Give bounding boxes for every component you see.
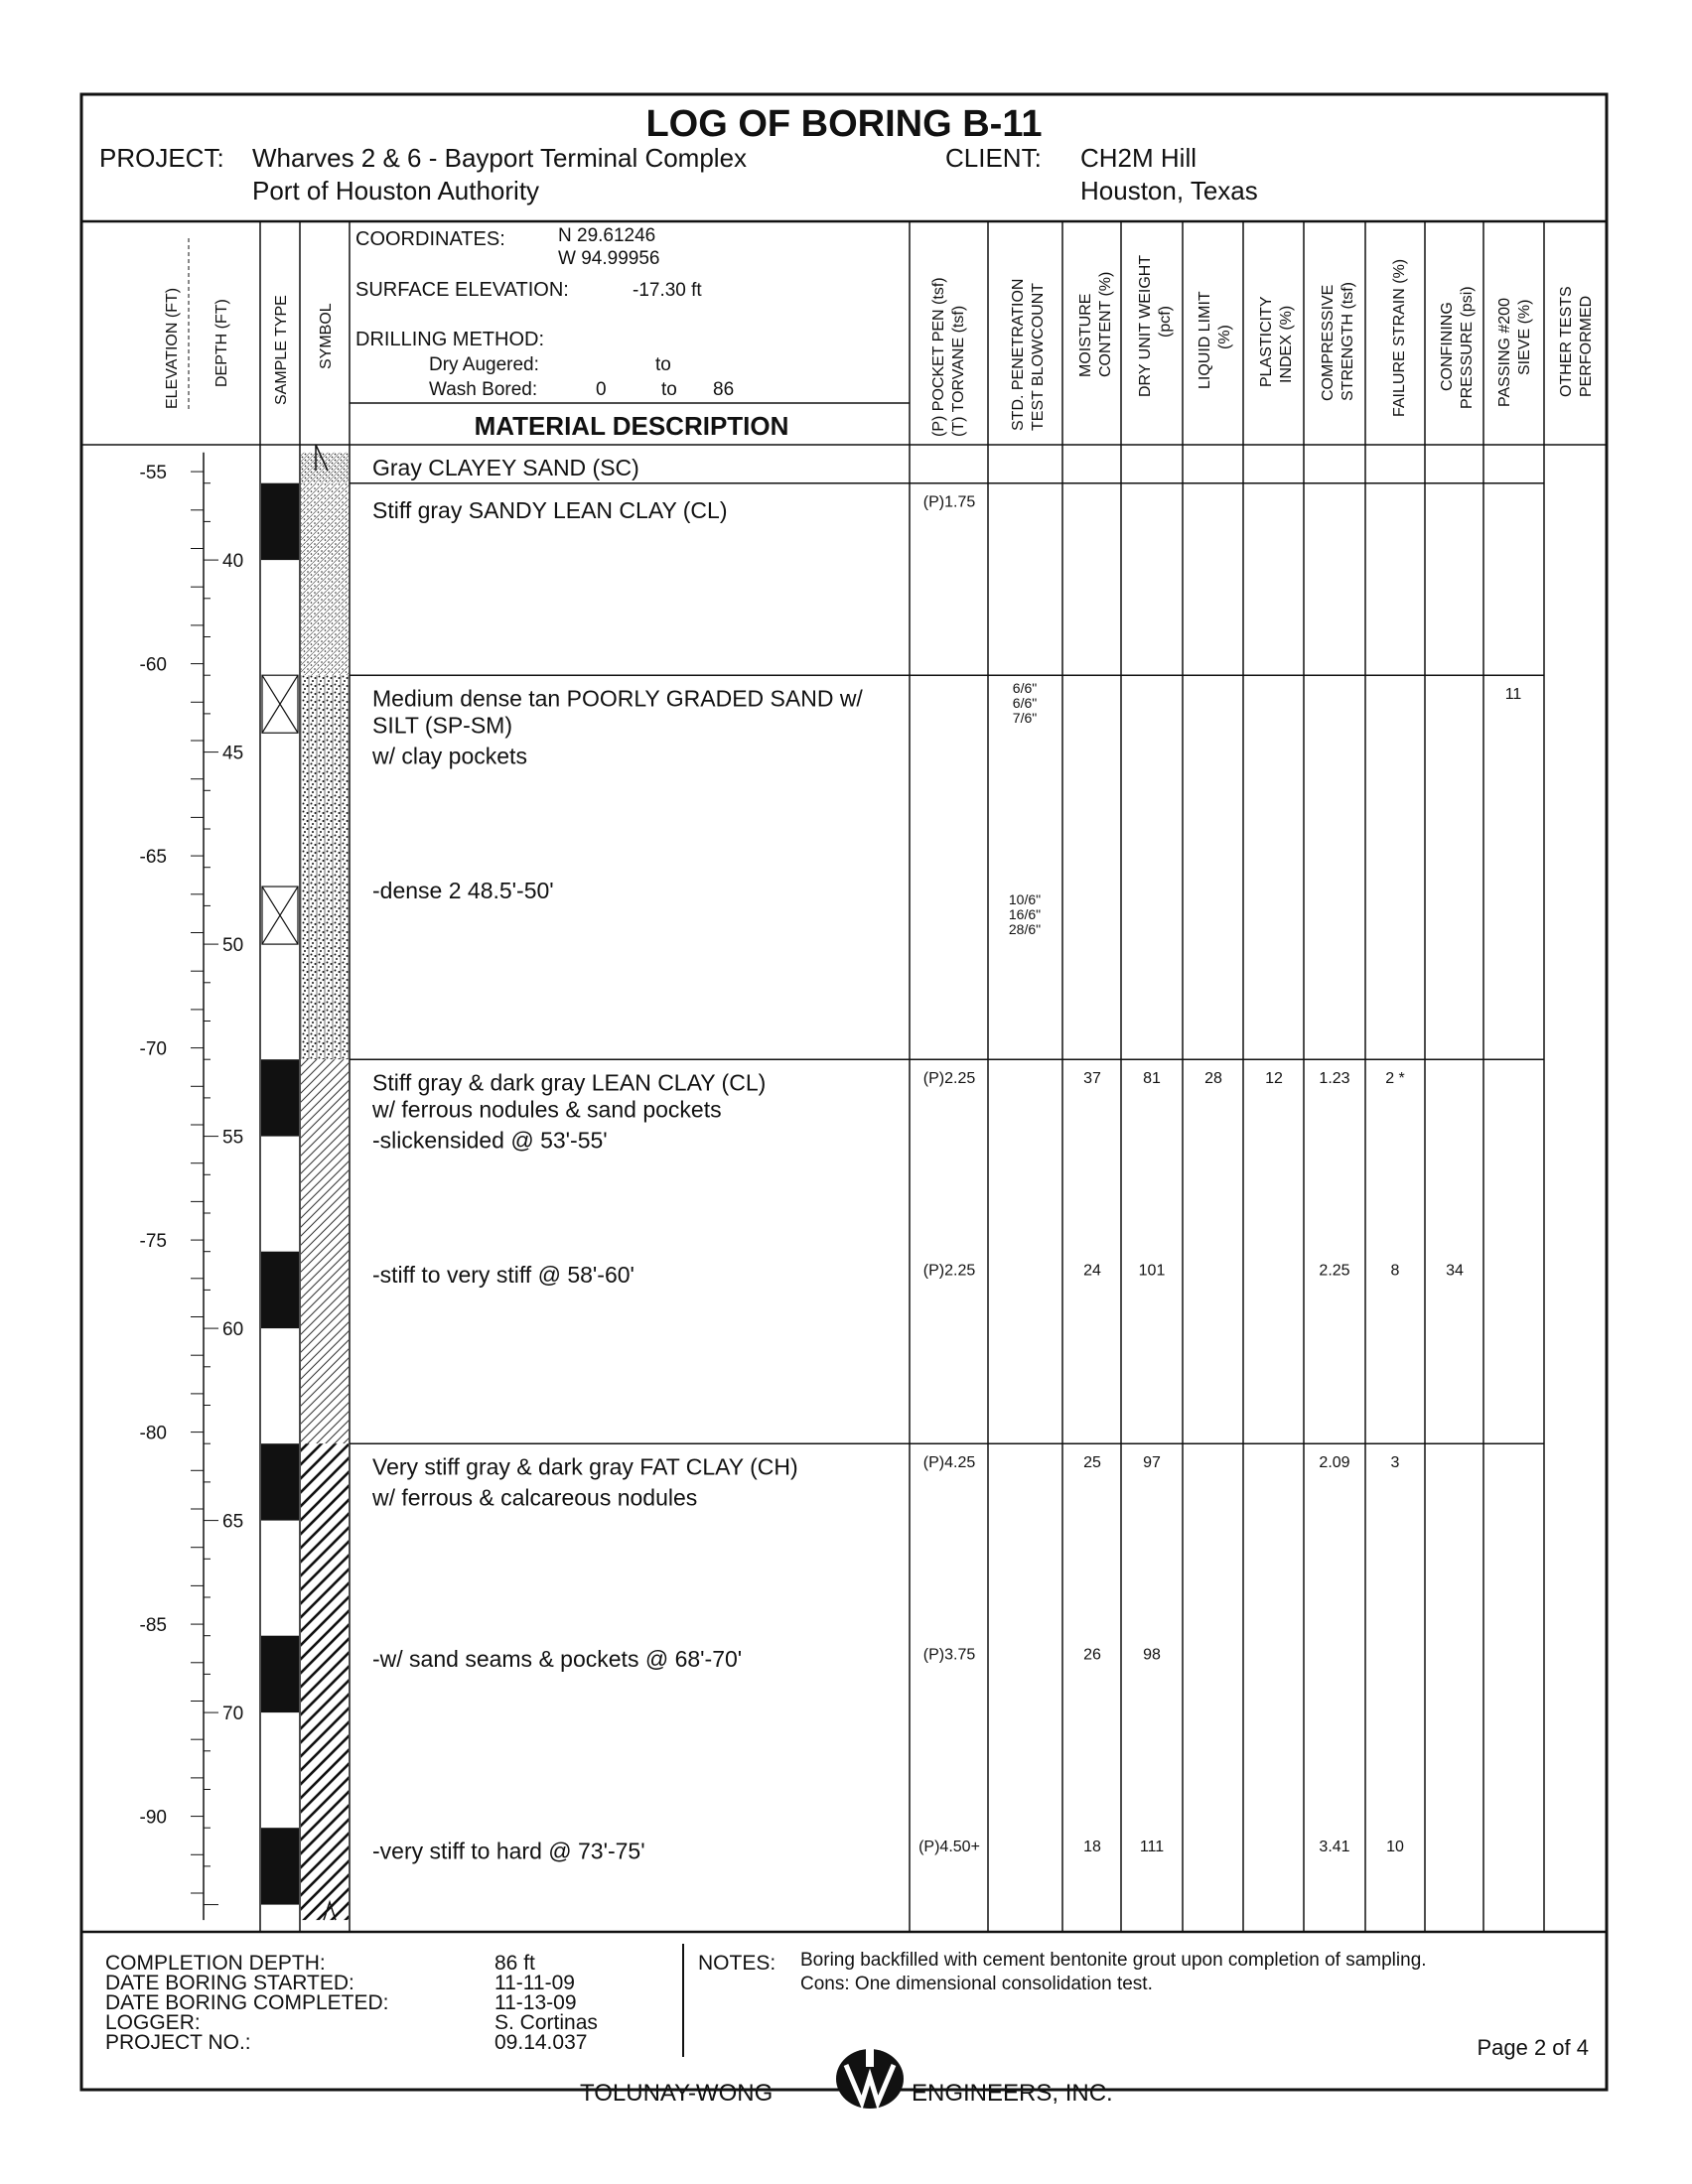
material-description-line: Gray CLAYEY SAND (SC): [372, 455, 639, 481]
dry-unit-weight-value: 98: [1143, 1646, 1161, 1664]
shelby-tube-sample: [261, 1828, 299, 1904]
boring-info: [355, 225, 788, 441]
moisture-value: 18: [1083, 1839, 1101, 1856]
material-description-line: Very stiff gray & dark gray FAT CLAY (CH): [372, 1453, 798, 1480]
dry-unit-weight-value: 101: [1138, 1262, 1166, 1280]
material-description-line: Stiff gray SANDY LEAN CLAY (CL): [372, 496, 728, 523]
elevation-tick-label: -75: [139, 1231, 167, 1253]
elevation-tick-label: -90: [139, 1807, 167, 1829]
shelby-tube-sample: [261, 1252, 299, 1328]
dry-augered-to: to: [655, 354, 671, 375]
elevation-tick-label: -60: [139, 654, 167, 676]
svg-text:STRENGTH (tsf): STRENGTH (tsf): [1340, 282, 1356, 401]
shelby-tube-sample: [261, 483, 299, 560]
svg-text:DEPTH (FT): DEPTH (FT): [213, 299, 230, 387]
spt-sample: [262, 887, 298, 944]
material-description-line: -stiff to very stiff @ 58'-60': [372, 1261, 634, 1288]
date-started-value: 11-11-09: [494, 1972, 575, 1994]
svg-text:PLASTICITY: PLASTICITY: [1258, 296, 1275, 387]
svg-text:PRESSURE (psi): PRESSURE (psi): [1459, 286, 1476, 409]
failure-strain-value: 2 *: [1385, 1070, 1405, 1088]
failure-strain-header: FAILURE STRAIN (%): [1391, 258, 1408, 417]
depth-tick-label: 65: [222, 1511, 244, 1533]
moisture-value: 25: [1083, 1454, 1101, 1472]
clayey-sand-symbol: [301, 453, 349, 483]
lab-test-data: [918, 494, 1521, 1856]
sandy-lean-clay-symbol: [301, 483, 349, 676]
logger-label: LOGGER:: [105, 2011, 201, 2034]
elevation-tick-label: -55: [139, 463, 167, 484]
company-name-left: TOLUNAY-WONG: [580, 2080, 774, 2107]
spt-header: [1010, 279, 1047, 432]
spt-blowcount: 7/6": [1012, 710, 1038, 727]
dry-unit-weight-value: 111: [1139, 1839, 1165, 1856]
spt-blowcount: 28/6": [1008, 921, 1042, 938]
spt-blowcount: 10/6": [1008, 891, 1042, 908]
depth-tick-label: 40: [222, 551, 244, 573]
svg-text:(T) TORVANE (tsf): (T) TORVANE (tsf): [950, 305, 967, 437]
elevation-tick-label: -80: [139, 1423, 167, 1444]
coordinate-west: W 94.99956: [558, 248, 660, 269]
project-number-value: 09.14.037: [494, 2031, 588, 2054]
company-name-right: ENGINEERS, INC.: [912, 2080, 1113, 2107]
material-description-line: -very stiff to hard @ 73'-75': [372, 1838, 645, 1864]
project-owner: Port of Houston Authority: [252, 176, 540, 205]
moisture-value: 37: [1083, 1070, 1101, 1088]
other-tests-header: [1558, 286, 1595, 397]
surface-elevation-value: -17.30 ft: [633, 280, 702, 301]
project-label: PROJECT:: [99, 143, 224, 173]
plasticity-index-value: 12: [1265, 1070, 1283, 1088]
shelby-tube-sample: [261, 1443, 299, 1520]
soil-symbol-column: [301, 445, 349, 1920]
svg-text:CONFINING: CONFINING: [1439, 302, 1456, 391]
depth-tick-label: 70: [222, 1704, 244, 1725]
completion-depth-label: COMPLETION DEPTH:: [105, 1952, 326, 1975]
material-description-line: w/ ferrous nodules & sand pockets: [372, 1096, 722, 1123]
material-description-line: Medium dense tan POORLY GRADED SAND w/: [372, 685, 863, 712]
compressive-strength-header: [1320, 282, 1356, 401]
moisture-value: 24: [1083, 1262, 1101, 1280]
liquid-limit-value: 28: [1204, 1070, 1222, 1088]
page-title: LOG OF BORING B-11: [645, 103, 1043, 145]
sample-type-column: [261, 483, 299, 1905]
elevation-depth-header: [164, 238, 230, 409]
dry-unit-weight-value: 81: [1143, 1070, 1161, 1088]
svg-text:(pcf): (pcf): [1157, 306, 1174, 338]
company-signature: [81, 2047, 1607, 2109]
svg-text:ELEVATION (FT): ELEVATION (FT): [164, 287, 181, 409]
svg-text:STD. PENETRATION: STD. PENETRATION: [1010, 278, 1027, 431]
elevation-tick-label: -70: [139, 1038, 167, 1060]
dry-unit-weight-value: 97: [1143, 1454, 1161, 1472]
drilling-method-label: DRILLING METHOD:: [355, 329, 545, 350]
material-description-line: -dense 2 48.5'-50': [372, 877, 554, 903]
pocket-pen-value: (P)4.25: [922, 1454, 976, 1472]
spt-blowcount: 6/6": [1012, 695, 1038, 712]
elevation-tick-label: -85: [139, 1615, 167, 1637]
svg-text:TEST BLOWCOUNT: TEST BLOWCOUNT: [1030, 282, 1047, 431]
elevation-tick-label: -65: [139, 847, 167, 869]
moisture-header: [1077, 272, 1114, 377]
pocket-pen-value: (P)2.25: [922, 1070, 976, 1088]
compressive-strength-value: 2.25: [1319, 1262, 1350, 1280]
failure-strain-value: 3: [1390, 1454, 1400, 1472]
material-description-header: MATERIAL DESCRIPTION: [474, 411, 789, 441]
compressive-strength-value: 2.09: [1319, 1454, 1350, 1472]
depth-tick-label: 60: [222, 1319, 244, 1341]
svg-text:DRY UNIT WEIGHT: DRY UNIT WEIGHT: [1137, 254, 1154, 397]
depth-tick-label: 50: [222, 935, 244, 957]
fat-clay-symbol: [301, 1443, 349, 1920]
tw-logo-icon: [836, 2047, 904, 2109]
material-description-line: w/ clay pockets: [372, 743, 527, 769]
pocket-pen-value: (P)2.25: [922, 1262, 976, 1280]
surface-elevation-label: SURFACE ELEVATION:: [355, 279, 569, 301]
svg-text:PERFORMED: PERFORMED: [1578, 295, 1595, 397]
svg-text:CONTENT (%): CONTENT (%): [1097, 271, 1114, 377]
client-location: Houston, Texas: [1080, 176, 1258, 205]
date-completed-value: 11-13-09: [494, 1991, 577, 2014]
confining-pressure-value: 34: [1446, 1262, 1464, 1280]
svg-text:(P) POCKET PEN (tsf): (P) POCKET PEN (tsf): [930, 277, 947, 437]
svg-text:MOISTURE: MOISTURE: [1077, 293, 1094, 377]
svg-text:LIQUID LIMIT: LIQUID LIMIT: [1197, 291, 1213, 389]
svg-text:SIEVE (%): SIEVE (%): [1516, 299, 1533, 375]
svg-text:OTHER TESTS: OTHER TESTS: [1558, 286, 1575, 397]
date-completed-label: DATE BORING COMPLETED:: [105, 1991, 389, 2014]
note-backfill: Boring backfilled with cement bentonite grout upon completion of sampling.: [800, 1950, 1427, 1971]
wash-bored-end: 86: [713, 379, 735, 400]
material-description-line: -w/ sand seams & pockets @ 68'-70': [372, 1645, 743, 1672]
page-number: Page 2 of 4: [1477, 2035, 1589, 2060]
shelby-tube-sample: [261, 1059, 299, 1136]
pocket-pen-value: (P)4.50+: [918, 1839, 980, 1856]
symbol-header: SYMBOL: [318, 303, 335, 369]
project-name: Wharves 2 & 6 - Bayport Terminal Complex: [252, 143, 748, 173]
date-started-label: DATE BORING STARTED:: [105, 1972, 354, 1994]
wash-bored-label: Wash Bored:: [429, 379, 538, 400]
failure-strain-value: 8: [1390, 1262, 1400, 1280]
coordinate-north: N 29.61246: [558, 225, 656, 246]
spt-blowcount: 16/6": [1008, 906, 1042, 923]
pocket-pen-value: (P)3.75: [922, 1646, 976, 1664]
note-consolidation: Cons: One dimensional consolidation test.: [800, 1974, 1153, 1994]
poorly-graded-sand-symbol: [301, 675, 349, 1059]
project-number-label: PROJECT NO.:: [105, 2031, 251, 2054]
confining-pressure-header: [1439, 286, 1476, 409]
material-description-line: -slickensided @ 53'-55': [372, 1127, 608, 1154]
compressive-strength-value: 1.23: [1319, 1070, 1350, 1088]
passing-200-header: [1496, 298, 1533, 407]
material-descriptions: [371, 455, 863, 1863]
compressive-strength-value: 3.41: [1319, 1839, 1350, 1856]
moisture-value: 26: [1083, 1646, 1101, 1664]
plasticity-header: [1258, 296, 1295, 387]
pocket-pen-header: [930, 277, 967, 437]
depth-tick-label: 45: [222, 743, 244, 764]
wash-bored-to: to: [661, 379, 677, 400]
logger-value: S. Cortinas: [494, 2011, 598, 2034]
pocket-pen-value: (P)1.75: [922, 493, 976, 511]
dry-augered-label: Dry Augered:: [429, 354, 539, 375]
depth-scale: [140, 453, 244, 1920]
wash-bored-from: 0: [596, 379, 607, 400]
lean-clay-symbol: [301, 1059, 349, 1443]
material-description-line: SILT (SP-SM): [372, 712, 512, 739]
material-description-line: Stiff gray & dark gray LEAN CLAY (CL): [372, 1069, 767, 1096]
client-name: CH2M Hill: [1080, 143, 1197, 173]
depth-tick-label: 55: [222, 1127, 244, 1149]
dry-unit-weight-header: [1137, 255, 1174, 397]
coordinates-label: COORDINATES:: [355, 228, 505, 250]
completion-depth-value: 86 ft: [494, 1952, 535, 1975]
liquid-limit-header: [1197, 291, 1233, 389]
title-block: [99, 103, 1258, 205]
sample-type-header: SAMPLE TYPE: [273, 295, 290, 405]
client-label: CLIENT:: [945, 143, 1042, 173]
svg-text:(%): (%): [1216, 325, 1233, 349]
svg-text:COMPRESSIVE: COMPRESSIVE: [1320, 284, 1337, 401]
failure-strain-value: 10: [1386, 1839, 1404, 1856]
passing-200-value: 11: [1504, 686, 1522, 704]
spt-sample: [262, 675, 298, 733]
shelby-tube-sample: [261, 1636, 299, 1712]
footer: [105, 1944, 1589, 2060]
svg-text:INDEX (%): INDEX (%): [1278, 305, 1295, 383]
notes-label: NOTES:: [698, 1952, 776, 1975]
svg-text:PASSING #200: PASSING #200: [1496, 298, 1513, 407]
spt-blowcount: 6/6": [1012, 680, 1038, 697]
material-description-line: w/ ferrous & calcareous nodules: [372, 1484, 698, 1511]
